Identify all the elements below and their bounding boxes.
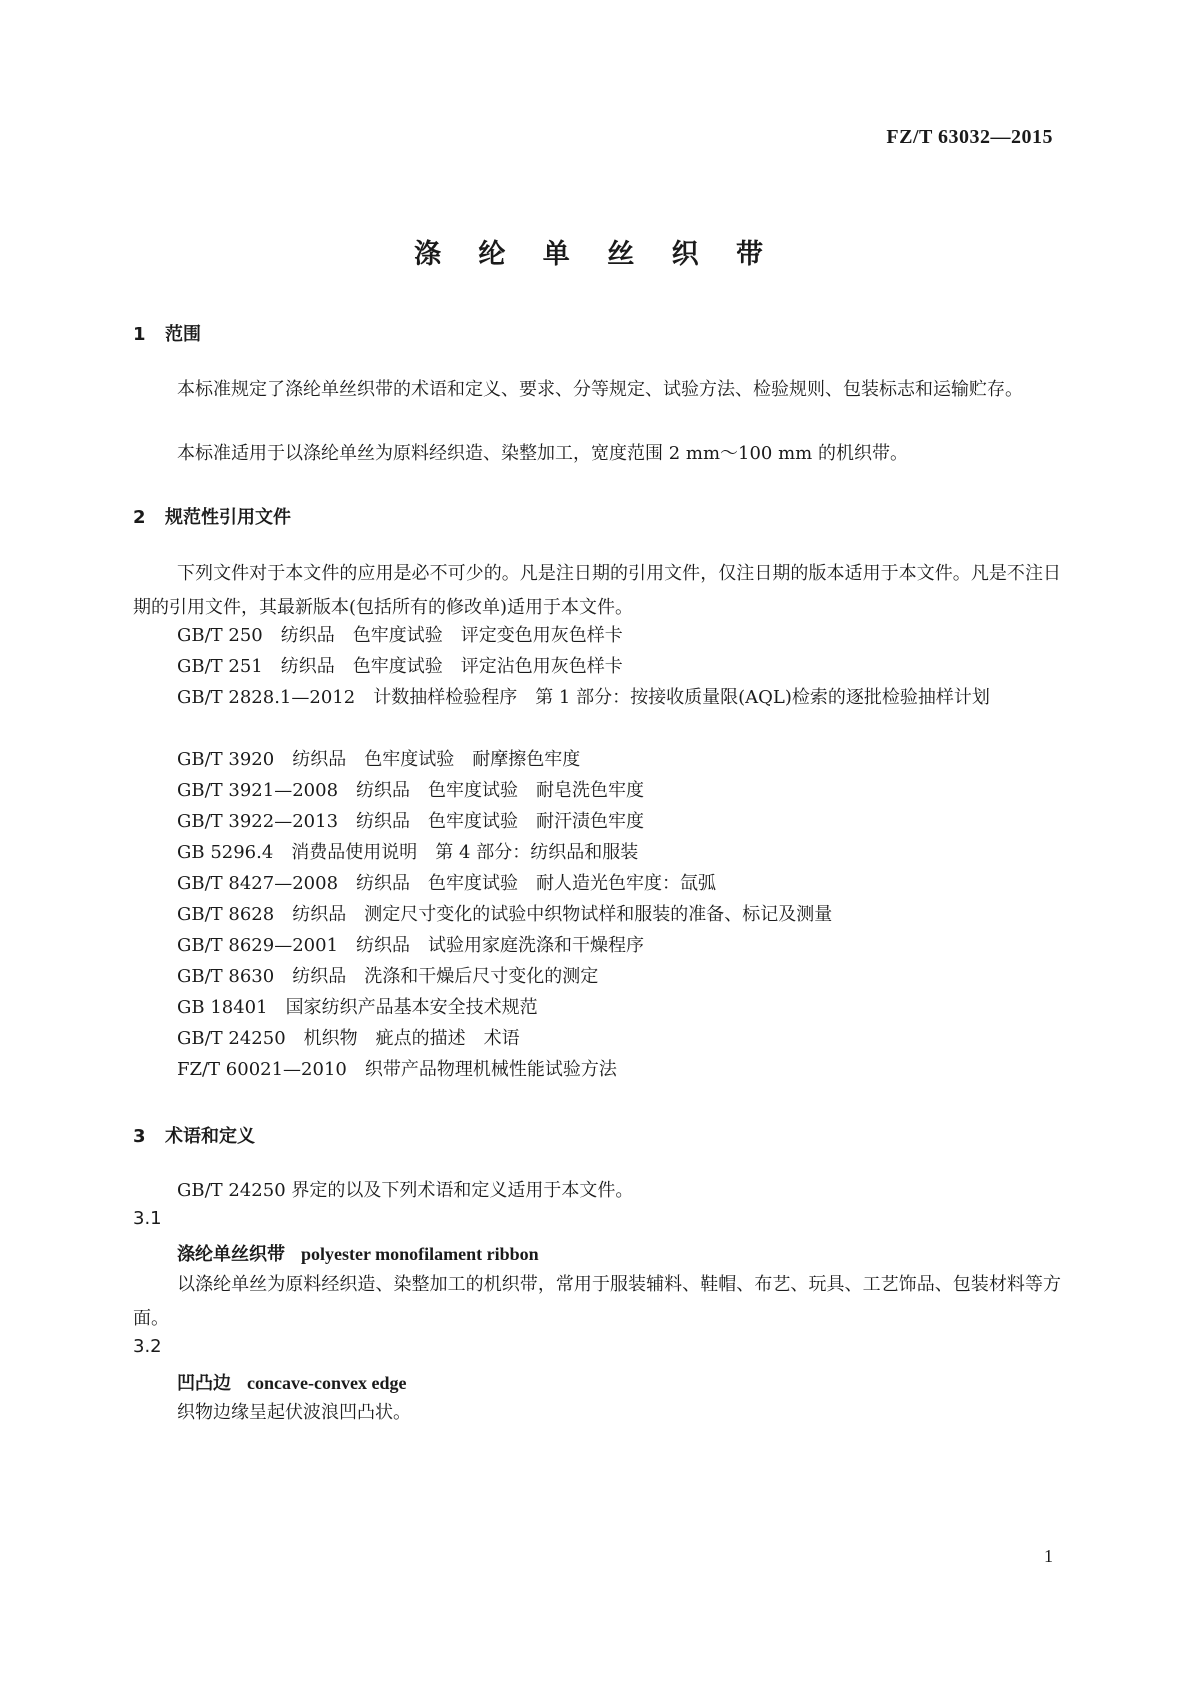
reference-item: GB/T 3922—2013 纺织品 色牢度试验 耐汗渍色牢度	[177, 811, 645, 832]
section-heading-terms-and-definitions	[133, 1122, 255, 1148]
reference-item: GB/T 3920 纺织品 色牢度试验 耐摩擦色牢度	[177, 749, 581, 770]
section-heading-scope	[133, 320, 201, 346]
term-number: 3.1	[133, 1208, 162, 1229]
term-name-zh: 涤纶单丝织带	[177, 1244, 285, 1265]
reference-item: GB/T 8630 纺织品 洗涤和干燥后尺寸变化的测定	[177, 966, 599, 987]
term-number: 3.2	[133, 1336, 162, 1357]
section-number: 2	[133, 507, 146, 528]
term-name	[177, 1240, 539, 1266]
reference-item: GB 18401 国家纺织产品基本安全技术规范	[177, 997, 538, 1018]
term-name-en: concave-convex edge	[247, 1373, 407, 1393]
reference-item: GB/T 8629—2001 纺织品 试验用家庭洗涤和干燥程序	[177, 935, 645, 956]
paragraph: GB/T 24250 界定的以及下列术语和定义适用于本文件。	[177, 1180, 634, 1201]
term-name-zh: 凹凸边	[177, 1373, 231, 1394]
paragraph: 下列文件对于本文件的应用是必不可少的。凡是注日期的引用文件，仅注日期的版本适用于本文件。凡是不注日期的引用文件，其最新版本(包括所有的修改单)适用于本文件。	[133, 563, 1061, 618]
reference-item: GB/T 24250 机织物 疵点的描述 术语	[177, 1028, 520, 1049]
paragraph: 本标准规定了涤纶单丝织带的术语和定义、要求、分等规定、试验方法、检验规则、包装标志和运输贮存。	[177, 379, 1023, 400]
reference-item: GB/T 2828.1—2012 计数抽样检验程序 第 1 部分：按接收质量限(AQL)检索的逐批检验抽样计划	[177, 687, 990, 708]
section-number: 1	[133, 324, 146, 345]
section-title: 范围	[165, 324, 201, 345]
section-number: 3	[133, 1126, 146, 1147]
reference-item: FZ/T 60021—2010 织带产品物理机械性能试验方法	[177, 1059, 617, 1080]
reference-item: GB/T 250 纺织品 色牢度试验 评定变色用灰色样卡	[177, 625, 623, 646]
reference-item: GB/T 251 纺织品 色牢度试验 评定沾色用灰色样卡	[177, 656, 623, 677]
page-number: 1	[1044, 1546, 1053, 1566]
term-name	[177, 1369, 406, 1395]
reference-item: GB 5296.4 消费品使用说明 第 4 部分：纺织品和服装	[177, 842, 639, 863]
term-name-en: polyester monofilament ribbon	[301, 1244, 539, 1264]
standard-code: FZ/T 63032—2015	[886, 126, 1053, 148]
paragraph: 本标准适用于以涤纶单丝为原料经织造、染整加工，宽度范围 2 mm～100 mm 的机织带。	[177, 443, 908, 464]
section-title: 术语和定义	[165, 1126, 255, 1147]
term-definition: 织物边缘呈起伏波浪凹凸状。	[177, 1402, 411, 1423]
section-heading-normative-references	[133, 503, 291, 529]
reference-item: GB/T 8427—2008 纺织品 色牢度试验 耐人造光色牢度：氙弧	[177, 873, 717, 894]
reference-item: GB/T 3921—2008 纺织品 色牢度试验 耐皂洗色牢度	[177, 780, 645, 801]
term-definition: 以涤纶单丝为原料经织造、染整加工的机织带，常用于服装辅料、鞋帽、布艺、玩具、工艺饰品、包装材料等方面。	[133, 1274, 1061, 1329]
document-title: 涤 纶 单 丝 织 带	[414, 239, 777, 270]
section-title: 规范性引用文件	[165, 507, 291, 528]
reference-item: GB/T 8628 纺织品 测定尺寸变化的试验中织物试样和服装的准备、标记及测量	[177, 904, 833, 925]
